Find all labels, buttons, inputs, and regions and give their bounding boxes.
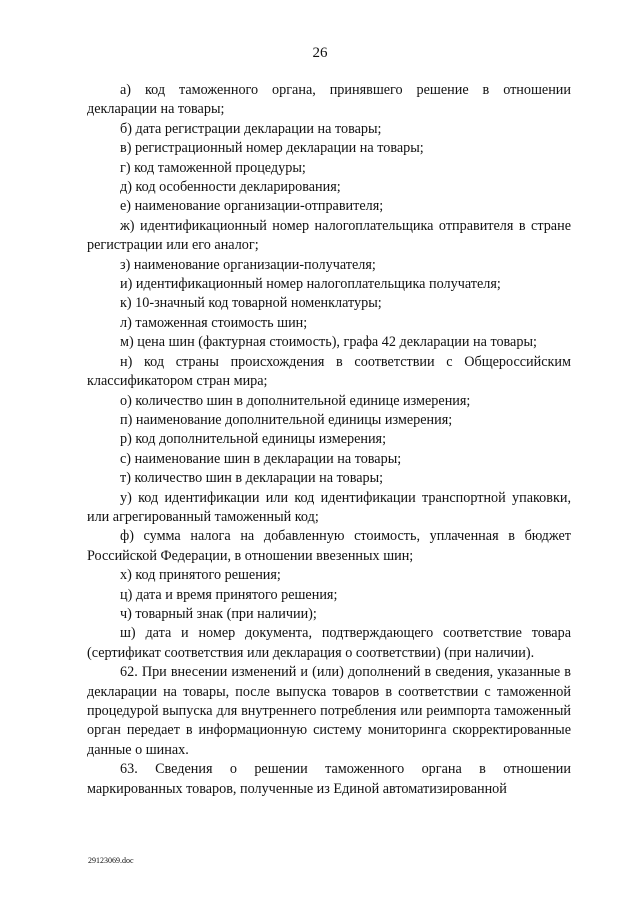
paragraph-n: н) код страны происхождения в соответствии с Общероссийским классификатором стран мира;: [87, 353, 571, 390]
paragraph-v: в) регистрационный номер декларации на товары;: [120, 140, 424, 157]
paragraph-o: о) количество шин в дополнительной единице измерения;: [120, 392, 471, 409]
document-body: [87, 81, 571, 799]
page-number: 26: [312, 45, 328, 61]
paragraph-kh: х) код принятого решения;: [120, 567, 281, 584]
paragraph-l: л) таможенная стоимость шин;: [120, 314, 308, 331]
paragraph-k: к) 10-значный код товарной номенклатуры;: [120, 295, 382, 312]
footer-filename: 29123069.doc: [88, 856, 134, 865]
paragraph-i: и) идентификационный номер налогоплательщика получателя;: [120, 276, 501, 293]
paragraph-g: г) код таможенной процедуры;: [120, 159, 306, 176]
paragraph-ch: ч) товарный знак (при наличии);: [120, 605, 317, 622]
paragraph-63: 63. Сведения о решении таможенного органа в отношении маркированных товаров, полученные из Единой автоматизированной: [87, 761, 571, 797]
paragraph-r: р) код дополнительной единицы измерения;: [120, 431, 387, 448]
paragraph-p: п) наименование дополнительной единицы измерения;: [120, 411, 453, 428]
paragraph-d: д) код особенности декларирования;: [120, 179, 341, 196]
paragraph-zh: ж) идентификационный номер налогоплательщика отправителя в стране регистрации или его аналог;: [87, 217, 571, 254]
paragraph-62: 62. При внесении изменений и (или) дополнений в сведения, указанные в декларации на товары, после выпуска товаров в соответствии с таможенной процедурой выпуска для внутреннего потребления или реимпорта таможенный орган передает в информационную систему мониторинга скорректированные данные о шинах.: [87, 664, 571, 758]
paragraph-b: б) дата регистрации декларации на товары;: [120, 120, 382, 137]
paragraph-s: с) наименование шин в декларации на товары;: [120, 450, 402, 467]
paragraph-sh: ш) дата и номер документа, подтверждающего соответствие товара (сертификат соответствия или декларация о соответствии) (при наличии).: [87, 625, 571, 661]
paragraph-u: у) код идентификации или код идентификации транспортной упаковки, или агрегированный таможенный код;: [87, 489, 571, 525]
paragraph-t: т) количество шин в декларации на товары;: [120, 470, 384, 487]
paragraph-f: ф) сумма налога на добавленную стоимость, уплаченная в бюджет Российской Федерации, в отношении ввезенных шин;: [87, 528, 571, 564]
paragraph-z: з) наименование организации-получателя;: [120, 256, 376, 273]
paragraph-a: а) код таможенного органа, принявшего решение в отношении декларации на товары;: [87, 82, 571, 118]
paragraph-m: м) цена шин (фактурная стоимость), графа 42 декларации на товары;: [120, 334, 537, 351]
paragraph-e: е) наименование организации-отправителя;: [120, 198, 384, 215]
paragraph-ts: ц) дата и время принятого решения;: [120, 586, 338, 603]
